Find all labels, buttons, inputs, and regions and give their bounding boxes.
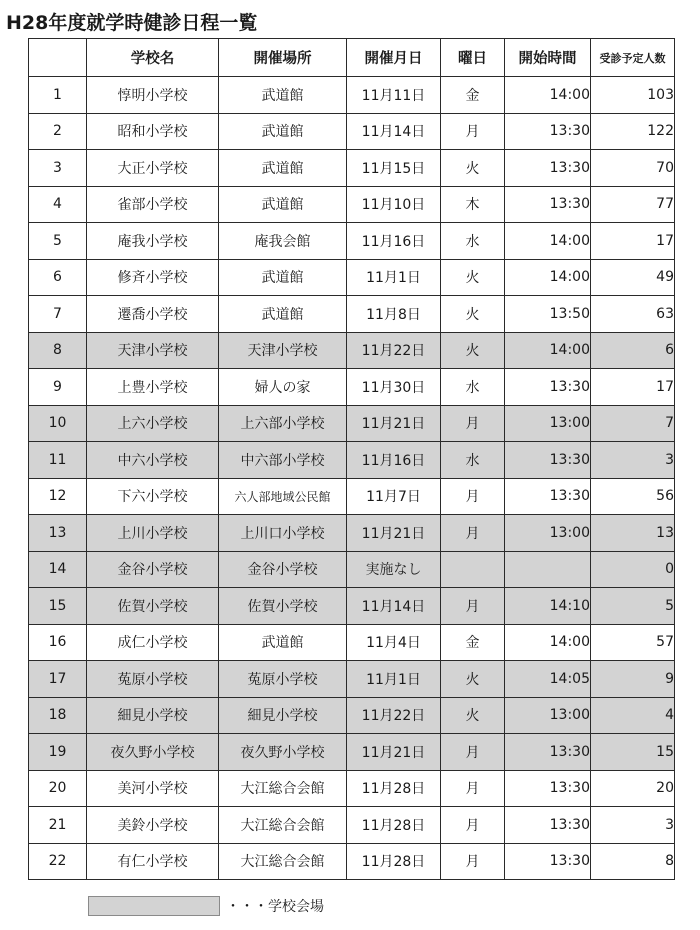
row-number-cell: 4 bbox=[29, 186, 87, 223]
weekday-cell: 月 bbox=[441, 515, 505, 552]
table-row bbox=[29, 442, 675, 479]
expected-count-cell: 20 bbox=[591, 770, 675, 807]
table-row bbox=[29, 150, 675, 187]
row-number-cell: 6 bbox=[29, 259, 87, 296]
start-time-cell: 13:00 bbox=[505, 697, 591, 734]
venue-cell: 大江総合会館 bbox=[219, 770, 347, 807]
header-expected-count: 受診予定人数 bbox=[591, 39, 675, 77]
school-name-cell: 上六小学校 bbox=[87, 405, 219, 442]
start-time-cell: 13:30 bbox=[505, 770, 591, 807]
venue-cell: 大江総合会館 bbox=[219, 843, 347, 880]
expected-count-cell: 3 bbox=[591, 442, 675, 479]
start-time-cell: 13:30 bbox=[505, 442, 591, 479]
expected-count-cell: 77 bbox=[591, 186, 675, 223]
header-number bbox=[29, 39, 87, 77]
school-name-cell: 美河小学校 bbox=[87, 770, 219, 807]
table-row bbox=[29, 515, 675, 552]
table-row bbox=[29, 843, 675, 880]
start-time-cell: 13:30 bbox=[505, 369, 591, 406]
date-cell: 実施なし bbox=[347, 551, 441, 588]
start-time-cell: 14:00 bbox=[505, 259, 591, 296]
weekday-cell: 月 bbox=[441, 807, 505, 844]
venue-cell: 婦人の家 bbox=[219, 369, 347, 406]
date-cell: 11月14日 bbox=[347, 588, 441, 625]
header-start-time: 開始時間 bbox=[505, 39, 591, 77]
start-time-cell: 13:30 bbox=[505, 150, 591, 187]
venue-cell: 夜久野小学校 bbox=[219, 734, 347, 771]
expected-count-cell: 7 bbox=[591, 405, 675, 442]
date-cell: 11月21日 bbox=[347, 515, 441, 552]
date-cell: 11月21日 bbox=[347, 405, 441, 442]
expected-count-cell: 9 bbox=[591, 661, 675, 698]
venue-cell: 中六部小学校 bbox=[219, 442, 347, 479]
start-time-cell: 13:30 bbox=[505, 807, 591, 844]
table-row bbox=[29, 186, 675, 223]
venue-cell: 武道館 bbox=[219, 77, 347, 114]
row-number-cell: 10 bbox=[29, 405, 87, 442]
date-cell: 11月11日 bbox=[347, 77, 441, 114]
venue-cell: 細見小学校 bbox=[219, 697, 347, 734]
table-row bbox=[29, 588, 675, 625]
weekday-cell: 金 bbox=[441, 77, 505, 114]
row-number-cell: 12 bbox=[29, 478, 87, 515]
weekday-cell: 月 bbox=[441, 113, 505, 150]
row-number-cell: 22 bbox=[29, 843, 87, 880]
date-cell: 11月22日 bbox=[347, 697, 441, 734]
legend bbox=[88, 895, 324, 917]
expected-count-cell: 122 bbox=[591, 113, 675, 150]
school-name-cell: 庵我小学校 bbox=[87, 223, 219, 260]
weekday-cell: 水 bbox=[441, 223, 505, 260]
row-number-cell: 8 bbox=[29, 332, 87, 369]
venue-cell: 金谷小学校 bbox=[219, 551, 347, 588]
start-time-cell: 14:05 bbox=[505, 661, 591, 698]
header-weekday: 曜日 bbox=[441, 39, 505, 77]
date-cell: 11月10日 bbox=[347, 186, 441, 223]
row-number-cell: 20 bbox=[29, 770, 87, 807]
weekday-cell: 月 bbox=[441, 478, 505, 515]
school-name-cell: 金谷小学校 bbox=[87, 551, 219, 588]
weekday-cell: 月 bbox=[441, 405, 505, 442]
legend-label: ・・・学校会場 bbox=[226, 899, 324, 915]
table-row bbox=[29, 259, 675, 296]
row-number-cell: 2 bbox=[29, 113, 87, 150]
table-row bbox=[29, 770, 675, 807]
venue-cell: 上六部小学校 bbox=[219, 405, 347, 442]
date-cell: 11月28日 bbox=[347, 770, 441, 807]
school-name-cell: 昭和小学校 bbox=[87, 113, 219, 150]
start-time-cell: 14:00 bbox=[505, 624, 591, 661]
table-row bbox=[29, 478, 675, 515]
start-time-cell: 13:30 bbox=[505, 478, 591, 515]
date-cell: 11月16日 bbox=[347, 223, 441, 260]
row-number-cell: 14 bbox=[29, 551, 87, 588]
venue-cell: 六人部地域公民館 bbox=[219, 478, 347, 515]
school-name-cell: 成仁小学校 bbox=[87, 624, 219, 661]
venue-cell: 庵我会館 bbox=[219, 223, 347, 260]
date-cell: 11月7日 bbox=[347, 478, 441, 515]
date-cell: 11月4日 bbox=[347, 624, 441, 661]
venue-cell: 武道館 bbox=[219, 150, 347, 187]
expected-count-cell: 17 bbox=[591, 369, 675, 406]
date-cell: 11月1日 bbox=[347, 259, 441, 296]
table-row bbox=[29, 624, 675, 661]
school-name-cell: 遷喬小学校 bbox=[87, 296, 219, 333]
date-cell: 11月1日 bbox=[347, 661, 441, 698]
page-title: H28年度就学時健診日程一覧 bbox=[6, 12, 258, 34]
row-number-cell: 15 bbox=[29, 588, 87, 625]
weekday-cell: 火 bbox=[441, 296, 505, 333]
start-time-cell bbox=[505, 551, 591, 588]
school-name-cell: 大正小学校 bbox=[87, 150, 219, 187]
schedule-table bbox=[28, 38, 675, 880]
table-row bbox=[29, 332, 675, 369]
expected-count-cell: 57 bbox=[591, 624, 675, 661]
weekday-cell bbox=[441, 551, 505, 588]
row-number-cell: 13 bbox=[29, 515, 87, 552]
start-time-cell: 14:00 bbox=[505, 77, 591, 114]
date-cell: 11月16日 bbox=[347, 442, 441, 479]
weekday-cell: 火 bbox=[441, 259, 505, 296]
expected-count-cell: 103 bbox=[591, 77, 675, 114]
date-cell: 11月21日 bbox=[347, 734, 441, 771]
expected-count-cell: 8 bbox=[591, 843, 675, 880]
venue-cell: 上川口小学校 bbox=[219, 515, 347, 552]
school-name-cell: 修斉小学校 bbox=[87, 259, 219, 296]
venue-cell: 武道館 bbox=[219, 624, 347, 661]
date-cell: 11月15日 bbox=[347, 150, 441, 187]
header-venue: 開催場所 bbox=[219, 39, 347, 77]
weekday-cell: 月 bbox=[441, 770, 505, 807]
school-name-cell: 惇明小学校 bbox=[87, 77, 219, 114]
venue-cell: 武道館 bbox=[219, 259, 347, 296]
date-cell: 11月22日 bbox=[347, 332, 441, 369]
row-number-cell: 7 bbox=[29, 296, 87, 333]
expected-count-cell: 5 bbox=[591, 588, 675, 625]
venue-cell: 大江総合会館 bbox=[219, 807, 347, 844]
weekday-cell: 木 bbox=[441, 186, 505, 223]
table-row bbox=[29, 369, 675, 406]
venue-cell: 佐賀小学校 bbox=[219, 588, 347, 625]
venue-cell: 天津小学校 bbox=[219, 332, 347, 369]
start-time-cell: 13:30 bbox=[505, 734, 591, 771]
school-name-cell: 夜久野小学校 bbox=[87, 734, 219, 771]
expected-count-cell: 63 bbox=[591, 296, 675, 333]
weekday-cell: 水 bbox=[441, 442, 505, 479]
expected-count-cell: 3 bbox=[591, 807, 675, 844]
expected-count-cell: 56 bbox=[591, 478, 675, 515]
table-body bbox=[29, 77, 675, 880]
row-number-cell: 9 bbox=[29, 369, 87, 406]
table-row bbox=[29, 223, 675, 260]
school-name-cell: 上川小学校 bbox=[87, 515, 219, 552]
table-row bbox=[29, 296, 675, 333]
legend-swatch bbox=[88, 896, 220, 916]
row-number-cell: 18 bbox=[29, 697, 87, 734]
weekday-cell: 月 bbox=[441, 588, 505, 625]
row-number-cell: 5 bbox=[29, 223, 87, 260]
start-time-cell: 14:10 bbox=[505, 588, 591, 625]
row-number-cell: 17 bbox=[29, 661, 87, 698]
school-name-cell: 有仁小学校 bbox=[87, 843, 219, 880]
start-time-cell: 14:00 bbox=[505, 223, 591, 260]
start-time-cell: 13:50 bbox=[505, 296, 591, 333]
venue-cell: 武道館 bbox=[219, 186, 347, 223]
expected-count-cell: 15 bbox=[591, 734, 675, 771]
start-time-cell: 13:30 bbox=[505, 113, 591, 150]
expected-count-cell: 13 bbox=[591, 515, 675, 552]
venue-cell: 武道館 bbox=[219, 296, 347, 333]
expected-count-cell: 4 bbox=[591, 697, 675, 734]
weekday-cell: 火 bbox=[441, 150, 505, 187]
table-row bbox=[29, 661, 675, 698]
table-row bbox=[29, 551, 675, 588]
start-time-cell: 13:30 bbox=[505, 186, 591, 223]
row-number-cell: 3 bbox=[29, 150, 87, 187]
school-name-cell: 下六小学校 bbox=[87, 478, 219, 515]
school-name-cell: 菟原小学校 bbox=[87, 661, 219, 698]
table-row bbox=[29, 697, 675, 734]
row-number-cell: 1 bbox=[29, 77, 87, 114]
table-row bbox=[29, 77, 675, 114]
start-time-cell: 13:00 bbox=[505, 405, 591, 442]
row-number-cell: 16 bbox=[29, 624, 87, 661]
weekday-cell: 月 bbox=[441, 843, 505, 880]
venue-cell: 武道館 bbox=[219, 113, 347, 150]
start-time-cell: 13:00 bbox=[505, 515, 591, 552]
expected-count-cell: 6 bbox=[591, 332, 675, 369]
venue-cell: 菟原小学校 bbox=[219, 661, 347, 698]
weekday-cell: 火 bbox=[441, 697, 505, 734]
start-time-cell: 14:00 bbox=[505, 332, 591, 369]
row-number-cell: 19 bbox=[29, 734, 87, 771]
table-row bbox=[29, 113, 675, 150]
expected-count-cell: 70 bbox=[591, 150, 675, 187]
weekday-cell: 火 bbox=[441, 661, 505, 698]
weekday-cell: 水 bbox=[441, 369, 505, 406]
school-name-cell: 細見小学校 bbox=[87, 697, 219, 734]
school-name-cell: 中六小学校 bbox=[87, 442, 219, 479]
date-cell: 11月28日 bbox=[347, 843, 441, 880]
school-name-cell: 美鈴小学校 bbox=[87, 807, 219, 844]
date-cell: 11月30日 bbox=[347, 369, 441, 406]
table-row bbox=[29, 405, 675, 442]
date-cell: 11月8日 bbox=[347, 296, 441, 333]
school-name-cell: 上豊小学校 bbox=[87, 369, 219, 406]
weekday-cell: 金 bbox=[441, 624, 505, 661]
start-time-cell: 13:30 bbox=[505, 843, 591, 880]
school-name-cell: 佐賀小学校 bbox=[87, 588, 219, 625]
expected-count-cell: 17 bbox=[591, 223, 675, 260]
row-number-cell: 21 bbox=[29, 807, 87, 844]
date-cell: 11月14日 bbox=[347, 113, 441, 150]
date-cell: 11月28日 bbox=[347, 807, 441, 844]
table-header-row bbox=[29, 39, 675, 77]
header-school-name: 学校名 bbox=[87, 39, 219, 77]
expected-count-cell: 0 bbox=[591, 551, 675, 588]
school-name-cell: 天津小学校 bbox=[87, 332, 219, 369]
weekday-cell: 火 bbox=[441, 332, 505, 369]
table-row bbox=[29, 734, 675, 771]
school-name-cell: 雀部小学校 bbox=[87, 186, 219, 223]
row-number-cell: 11 bbox=[29, 442, 87, 479]
header-date: 開催月日 bbox=[347, 39, 441, 77]
weekday-cell: 月 bbox=[441, 734, 505, 771]
table-row bbox=[29, 807, 675, 844]
expected-count-cell: 49 bbox=[591, 259, 675, 296]
